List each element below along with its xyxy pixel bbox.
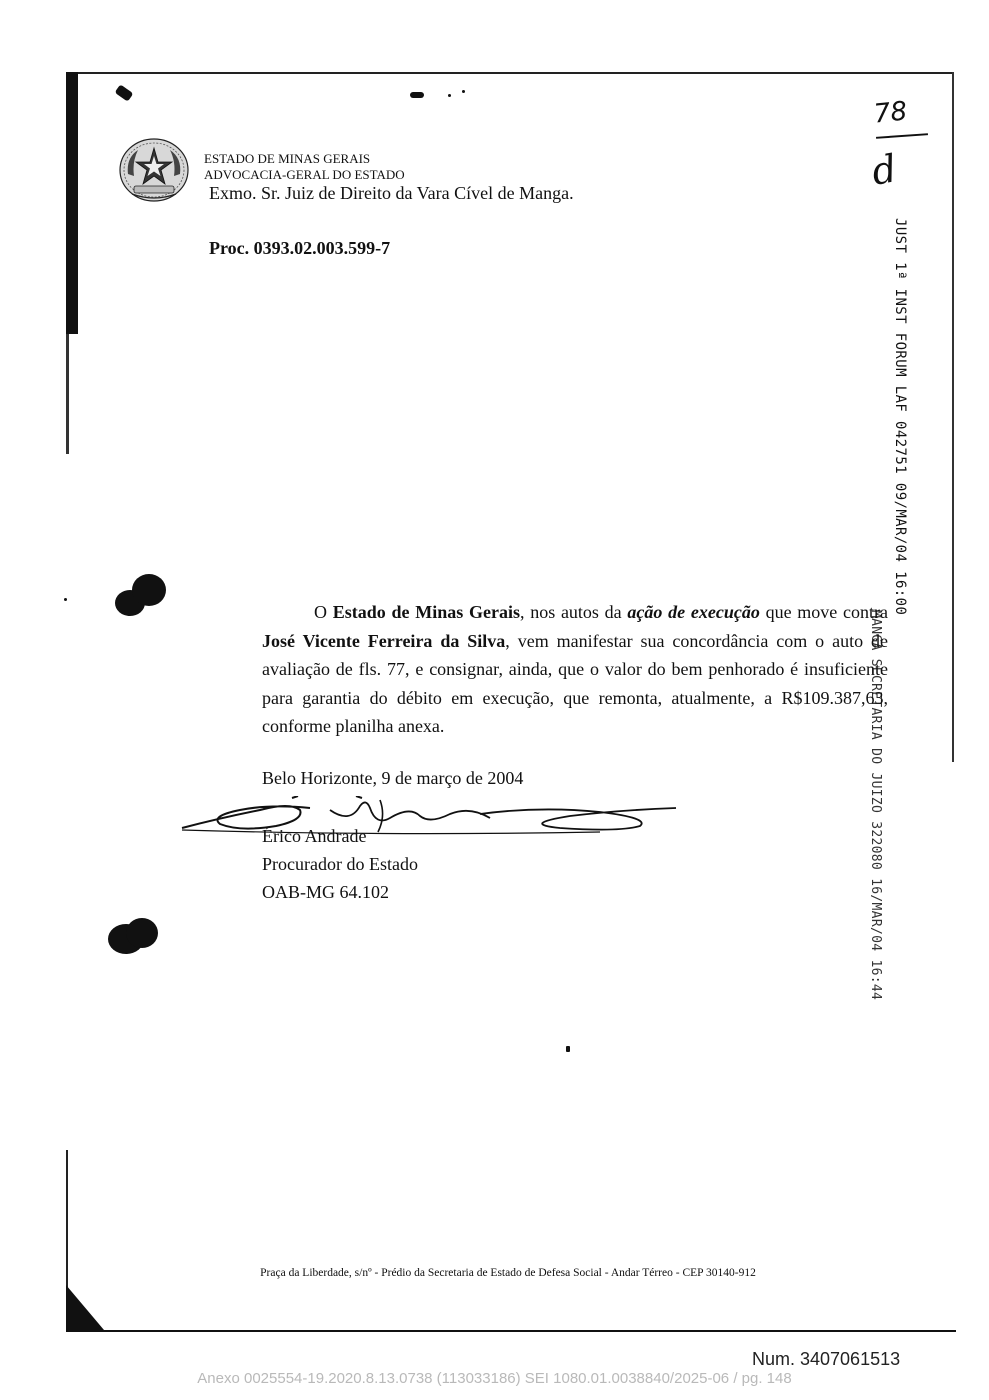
protocol-stamp-forum: JUST 1ª INST FORUM LAF 042751 09/MAR/04 16:00 (892, 218, 908, 616)
body-text-party: Estado de Minas Gerais (332, 602, 520, 622)
scan-speck (64, 598, 67, 601)
folio-number: 78 (872, 96, 909, 130)
scan-frame-bottom (66, 1330, 956, 1332)
folio-initial: d (868, 146, 900, 194)
signer-oab: OAB-MG 64.102 (262, 882, 390, 902)
document-number: Num. 3407061513 (752, 1349, 901, 1369)
date-line: Belo Horizonte, 9 de março de 2004 (262, 768, 524, 788)
scan-speck (448, 94, 451, 97)
scan-frame-left-lower (66, 334, 69, 454)
scan-frame-top (66, 72, 954, 74)
signer-name: Érico Andrade (262, 826, 367, 846)
signer-role: Procurador do Estado (262, 854, 418, 874)
header-agency: ADVOCACIA-GERAL DO ESTADO (204, 167, 405, 182)
document-watermark: Anexo 0025554-19.2020.8.13.0738 (113033186) SEI 1080.01.0038840/2025-06 / pg. 148 (197, 1370, 792, 1387)
process-number: Proc. 0393.02.003.599-7 (209, 238, 391, 258)
coat-of-arms-icon (118, 136, 190, 204)
scan-frame-left (66, 72, 78, 334)
body-paragraph (262, 598, 888, 741)
body-text: que move contra (759, 602, 888, 622)
protocol-stamp-secretaria: MANGA SECRETARIA DO JUIZO 322080 16/MAR/04 16:44 (868, 610, 883, 1001)
body-text-action: ação de execução (627, 602, 760, 622)
scan-speck (115, 84, 134, 101)
body-text-defendant: José Vicente Ferreira da Silva (262, 630, 506, 651)
punch-hole (126, 918, 158, 948)
scan-speck (410, 92, 424, 98)
header-state: ESTADO DE MINAS GERAIS (204, 151, 371, 166)
folio-divider (876, 133, 928, 139)
footer-address: Praça da Liberdade, s/nº - Prédio da Secretaria de Estado de Defesa Social - Andar Térreo - CEP 30140-912 (260, 1267, 756, 1279)
body-text: , vem manifestar sua concordância com o auto de avaliação de fls. 77, e consignar, ainda, que o valor do bem penhorado é insuficiente para garantia do débito em execução, que remonta, atualmente, a R$109.387,63, conforme planilha anexa. (262, 630, 888, 736)
addressee: Exmo. Sr. Juiz de Direito da Vara Cível de Manga. (209, 183, 574, 203)
scan-speck (566, 1046, 570, 1052)
scan-frame-right (952, 72, 954, 762)
scan-frame-corner (66, 1285, 104, 1330)
body-text: , nos autos da (519, 602, 628, 622)
scan-speck (462, 90, 465, 93)
signature-image (180, 796, 680, 842)
punch-hole (132, 574, 166, 606)
body-text: O (314, 602, 333, 622)
